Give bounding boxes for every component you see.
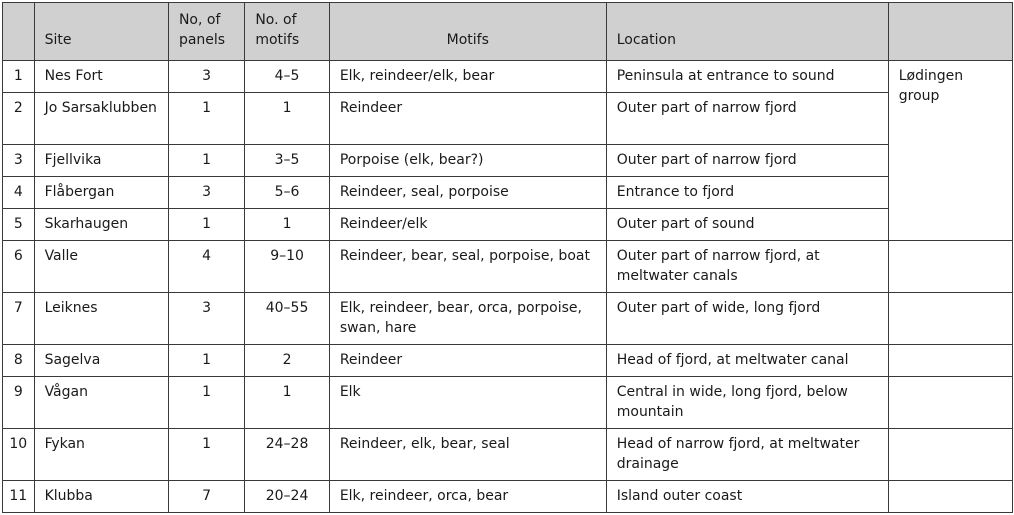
table-row [3, 481, 1013, 513]
rock-art-sites-table [2, 2, 1013, 513]
table-header-row [3, 3, 1013, 61]
table-row [3, 293, 1013, 345]
row-number: 3 [3, 145, 35, 177]
table-row [3, 209, 1013, 241]
header-location: Location [606, 3, 888, 61]
header-group [888, 3, 1012, 61]
table-row [3, 429, 1013, 481]
motif-count: 5–6 [245, 177, 330, 209]
panel-count: 3 [168, 293, 244, 345]
table-row [3, 93, 1013, 145]
site-name: Jo Sarsaklubben [34, 93, 168, 145]
row-number: 7 [3, 293, 35, 345]
row-number: 5 [3, 209, 35, 241]
group-cell-empty [888, 241, 1012, 293]
motif-count: 2 [245, 345, 330, 377]
panel-count: 1 [168, 93, 244, 145]
site-name: Flåbergan [34, 177, 168, 209]
panel-count: 3 [168, 177, 244, 209]
motif-count: 20–24 [245, 481, 330, 513]
site-name: Leiknes [34, 293, 168, 345]
row-number: 8 [3, 345, 35, 377]
location: Entrance to fjord [606, 177, 888, 209]
location: Outer part of sound [606, 209, 888, 241]
row-number: 9 [3, 377, 35, 429]
table-row [3, 61, 1013, 93]
location: Outer part of wide, long fjord [606, 293, 888, 345]
motif-count: 4–5 [245, 61, 330, 93]
site-name: Sagelva [34, 345, 168, 377]
location: Outer part of narrow fjord [606, 93, 888, 145]
location: Peninsula at entrance to sound [606, 61, 888, 93]
motifs: Reindeer, elk, bear, seal [329, 429, 606, 481]
site-name: Vågan [34, 377, 168, 429]
group-cell-empty [888, 345, 1012, 377]
panel-count: 1 [168, 209, 244, 241]
site-name: Nes Fort [34, 61, 168, 93]
motifs: Reindeer [329, 345, 606, 377]
table-row [3, 177, 1013, 209]
panel-count: 1 [168, 345, 244, 377]
table-row [3, 145, 1013, 177]
panel-count: 1 [168, 145, 244, 177]
site-name: Fykan [34, 429, 168, 481]
table-row [3, 345, 1013, 377]
motif-count: 3–5 [245, 145, 330, 177]
row-number: 1 [3, 61, 35, 93]
header-site: Site [34, 3, 168, 61]
motif-count: 40–55 [245, 293, 330, 345]
location: Central in wide, long fjord, below mountain [606, 377, 888, 429]
panel-count: 7 [168, 481, 244, 513]
motifs: Elk, reindeer, bear, orca, porpoise, swan, hare [329, 293, 606, 345]
panel-count: 4 [168, 241, 244, 293]
header-motif-count: No. of motifs [245, 3, 330, 61]
site-name: Klubba [34, 481, 168, 513]
site-name: Fjellvika [34, 145, 168, 177]
motifs: Elk, reindeer/elk, bear [329, 61, 606, 93]
site-name: Skarhaugen [34, 209, 168, 241]
motif-count: 1 [245, 93, 330, 145]
header-motifs: Motifs [329, 3, 606, 61]
panel-count: 3 [168, 61, 244, 93]
table-row [3, 241, 1013, 293]
group-label: Lødingen group [888, 61, 1012, 241]
motif-count: 24–28 [245, 429, 330, 481]
location: Head of narrow fjord, at meltwater drainage [606, 429, 888, 481]
table-row [3, 377, 1013, 429]
location: Outer part of narrow fjord, at meltwater canals [606, 241, 888, 293]
motif-count: 1 [245, 209, 330, 241]
site-name: Valle [34, 241, 168, 293]
location: Head of fjord, at meltwater canal [606, 345, 888, 377]
location: Island outer coast [606, 481, 888, 513]
row-number: 6 [3, 241, 35, 293]
row-number: 11 [3, 481, 35, 513]
row-number: 10 [3, 429, 35, 481]
panel-count: 1 [168, 429, 244, 481]
motifs: Reindeer, bear, seal, porpoise, boat [329, 241, 606, 293]
motifs: Porpoise (elk, bear?) [329, 145, 606, 177]
group-cell-empty [888, 481, 1012, 513]
location: Outer part of narrow fjord [606, 145, 888, 177]
group-cell-empty [888, 377, 1012, 429]
motifs: Reindeer [329, 93, 606, 145]
group-cell-empty [888, 429, 1012, 481]
motifs: Elk, reindeer, orca, bear [329, 481, 606, 513]
motifs: Elk [329, 377, 606, 429]
motifs: Reindeer/elk [329, 209, 606, 241]
group-cell-empty [888, 293, 1012, 345]
row-number: 2 [3, 93, 35, 145]
motif-count: 9–10 [245, 241, 330, 293]
header-panels: No, of panels [168, 3, 244, 61]
row-number: 4 [3, 177, 35, 209]
header-number [3, 3, 35, 61]
motif-count: 1 [245, 377, 330, 429]
motifs: Reindeer, seal, porpoise [329, 177, 606, 209]
panel-count: 1 [168, 377, 244, 429]
